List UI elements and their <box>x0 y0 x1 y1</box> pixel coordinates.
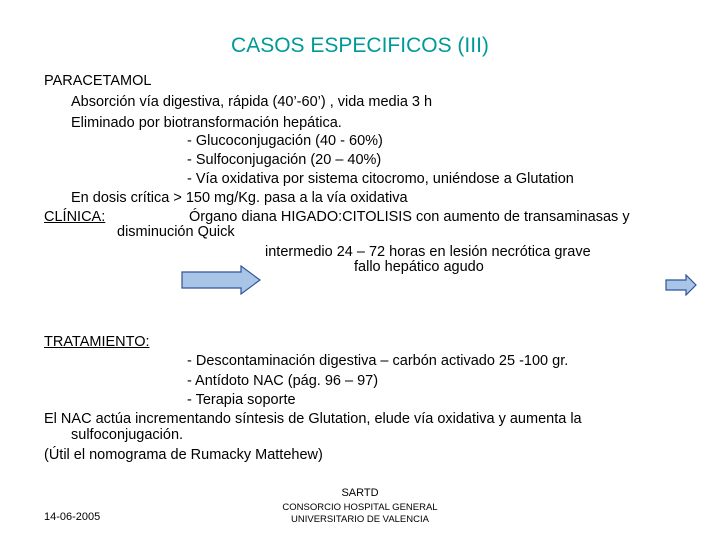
list-item: - Descontaminación digestiva – carbón activado 25 -100 gr. <box>187 353 569 369</box>
text-line: Órgano diana HIGADO:CITOLISIS con aumento de transaminasas y <box>189 209 630 225</box>
tratamiento-label: TRATAMIENTO: <box>44 334 150 350</box>
text-line: disminución Quick <box>117 224 235 240</box>
text-line: Eliminado por biotransformación hepática. <box>71 115 342 131</box>
right-arrow-icon <box>181 265 262 295</box>
text-line: - Glucoconjugación (40 - 60%) <box>187 133 383 149</box>
list-item: - Antídoto NAC (pág. 96 – 97) <box>187 373 379 389</box>
list-item: - Terapia soporte <box>187 392 296 408</box>
footer-date: 14-06-2005 <box>44 511 101 523</box>
footer-org-line: CONSORCIO HOSPITAL GENERAL <box>282 502 438 513</box>
page-title: CASOS ESPECIFICOS (III) <box>231 34 489 57</box>
text-line: intermedio 24 – 72 horas en lesión necrótica grave <box>265 244 591 260</box>
section-heading: PARACETAMOL <box>44 73 152 89</box>
text-line: Absorción vía digestiva, rápida (40’-60’) , vida media 3 h <box>71 94 433 110</box>
text-line: sulfoconjugación. <box>71 427 184 443</box>
right-arrow-icon <box>665 274 697 296</box>
footer-org-short: SARTD <box>341 487 379 499</box>
text-line: fallo hepático agudo <box>354 259 484 275</box>
text-line: - Sulfoconjugación (20 – 40%) <box>187 152 382 168</box>
text-line: - Vía oxidativa por sistema citocromo, uniéndose a Glutation <box>187 171 574 187</box>
text-line: (Útil el nomograma de Rumacky Mattehew) <box>44 447 323 463</box>
clinica-label: CLÍNICA: <box>44 209 106 225</box>
footer-org-line: UNIVERSITARIO DE VALENCIA <box>291 514 429 525</box>
text-line: En dosis crítica > 150 mg/Kg. pasa a la vía oxidativa <box>71 190 408 206</box>
text-line: El NAC actúa incrementando síntesis de Glutation, elude vía oxidativa y aumenta la <box>44 411 582 427</box>
